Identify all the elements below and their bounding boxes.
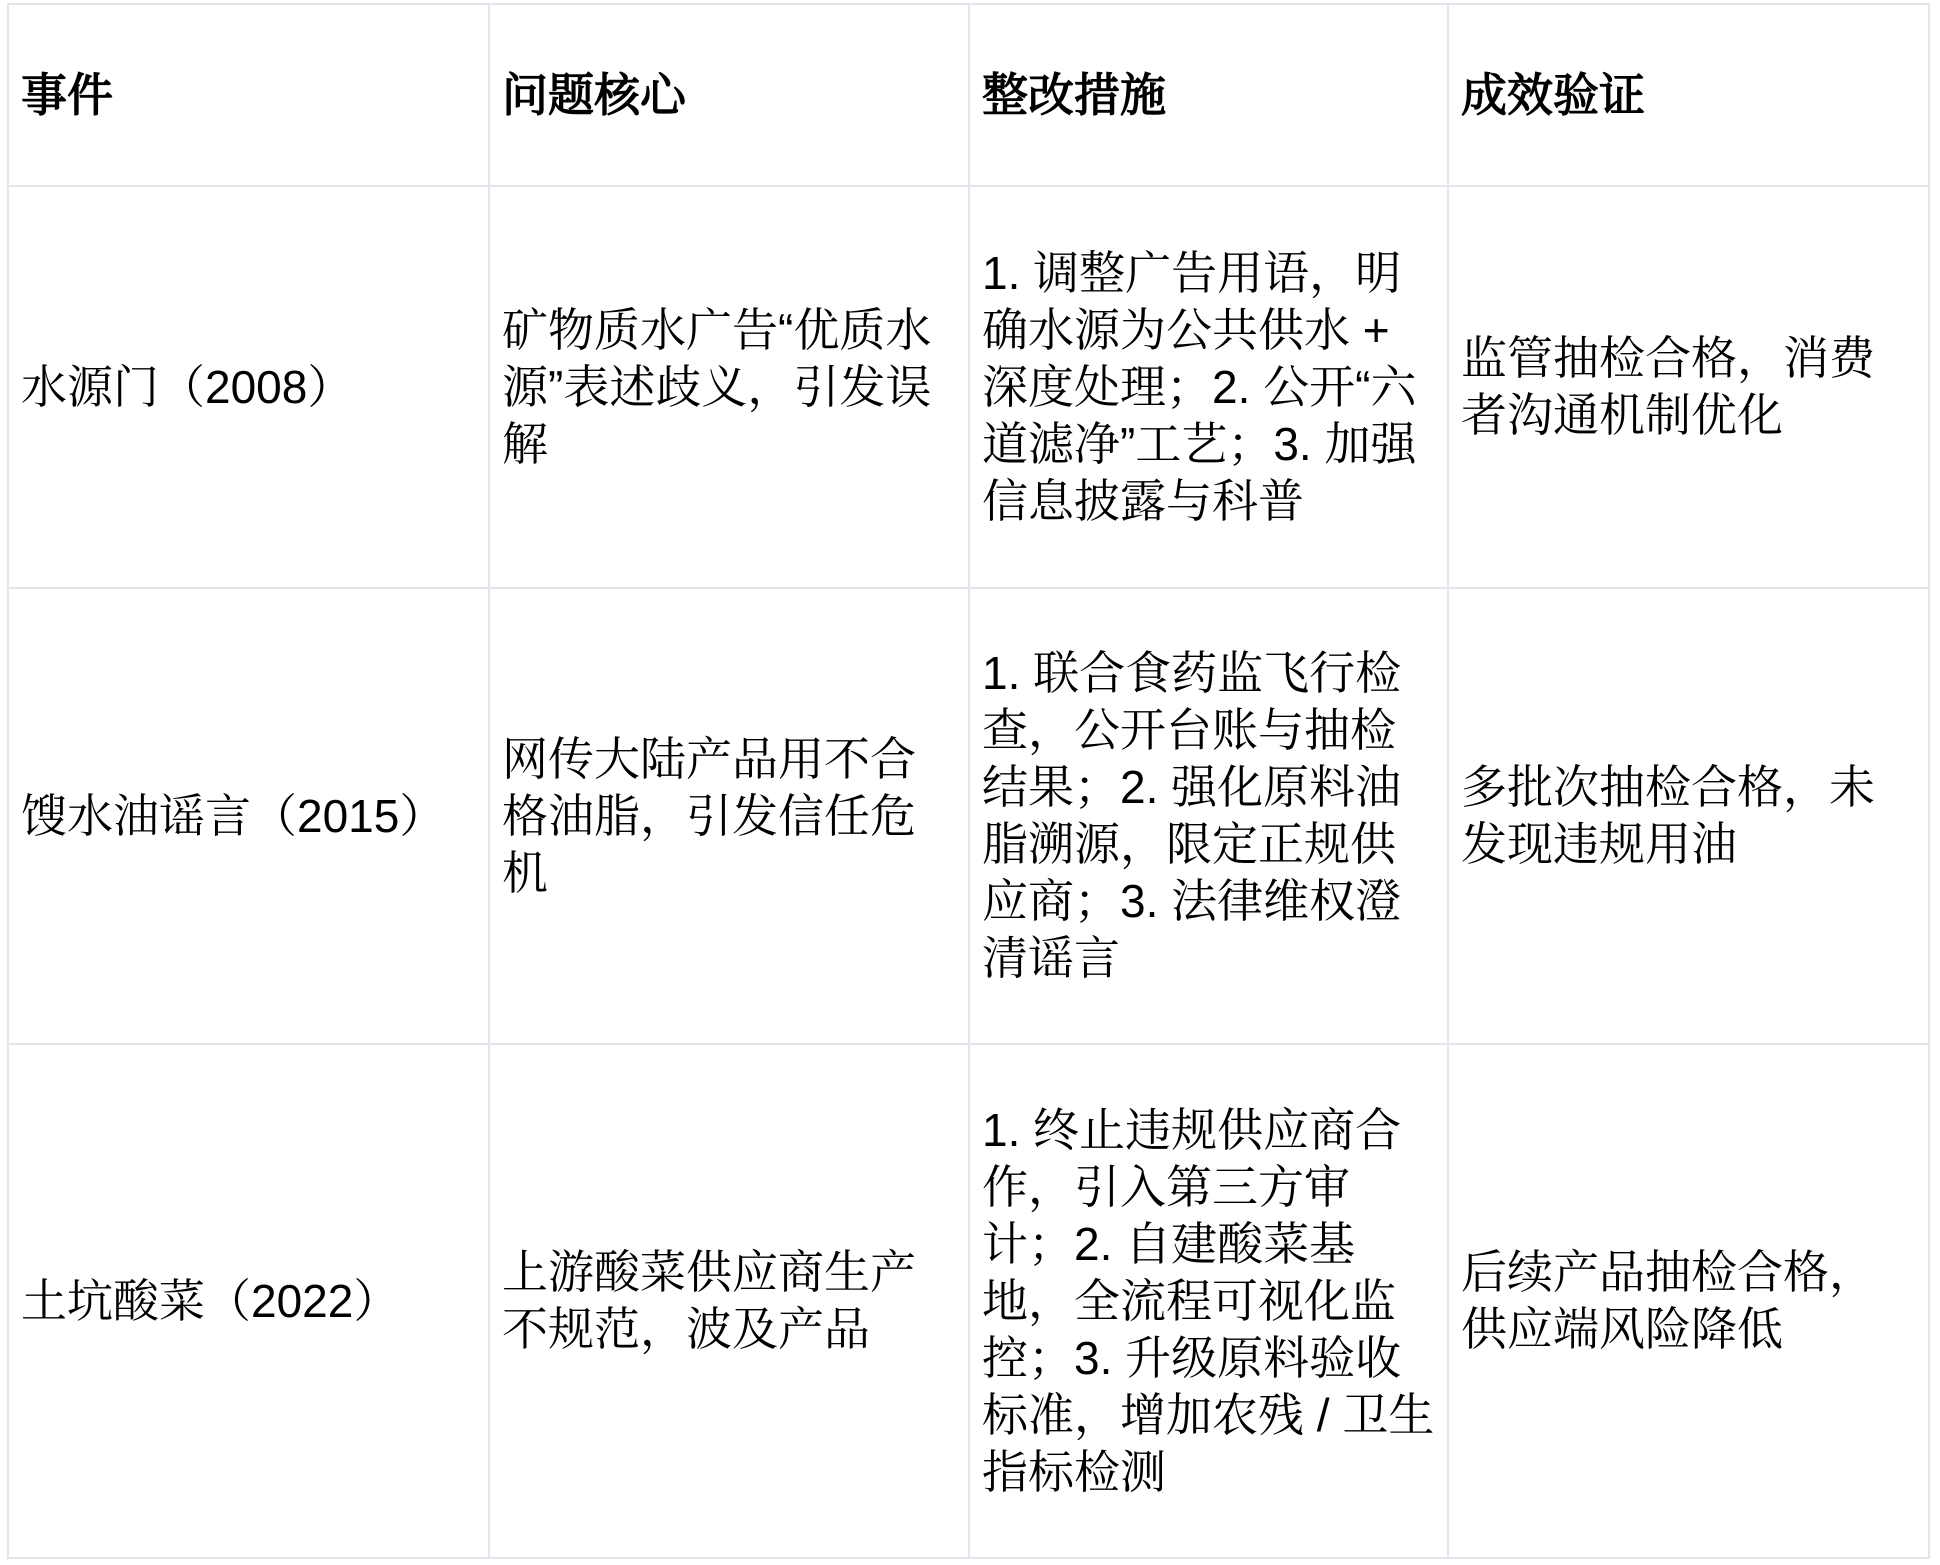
table-row <box>8 186 1929 588</box>
header-cell-verification: 成效验证 <box>1448 4 1929 186</box>
cell-measures: 1. 联合食药监飞行检查，公开台账与抽检结果；2. 强化原料油脂溯源，限定正规供应商；3. 法律维权澄清谣言 <box>969 588 1448 1044</box>
header-cell-measures: 整改措施 <box>969 4 1448 186</box>
cell-event: 土坑酸菜（2022） <box>8 1044 489 1558</box>
header-cell-issue: 问题核心 <box>489 4 969 186</box>
cell-issue: 网传大陆产品用不合格油脂，引发信任危机 <box>489 588 969 1044</box>
cell-issue: 矿物质水广告“优质水源”表述歧义，引发误解 <box>489 186 969 588</box>
cell-event: 水源门（2008） <box>8 186 489 588</box>
incident-review-table <box>7 3 1930 1559</box>
cell-verification: 多批次抽检合格，未发现违规用油 <box>1448 588 1929 1044</box>
table-row <box>8 588 1929 1044</box>
cell-event: 馊水油谣言（2015） <box>8 588 489 1044</box>
table-row <box>8 1044 1929 1558</box>
cell-issue: 上游酸菜供应商生产不规范，波及产品 <box>489 1044 969 1558</box>
cell-verification: 监管抽检合格，消费者沟通机制优化 <box>1448 186 1929 588</box>
header-cell-event: 事件 <box>8 4 489 186</box>
cell-verification: 后续产品抽检合格，供应端风险降低 <box>1448 1044 1929 1558</box>
cell-measures: 1. 调整广告用语，明确水源为公共供水 + 深度处理；2. 公开“六道滤净”工艺；3. 加强信息披露与科普 <box>969 186 1448 588</box>
table-header-row <box>8 4 1929 186</box>
cell-measures: 1. 终止违规供应商合作，引入第三方审计；2. 自建酸菜基地，全流程可视化监控；3. 升级原料验收标准，增加农残 / 卫生指标检测 <box>969 1044 1448 1558</box>
